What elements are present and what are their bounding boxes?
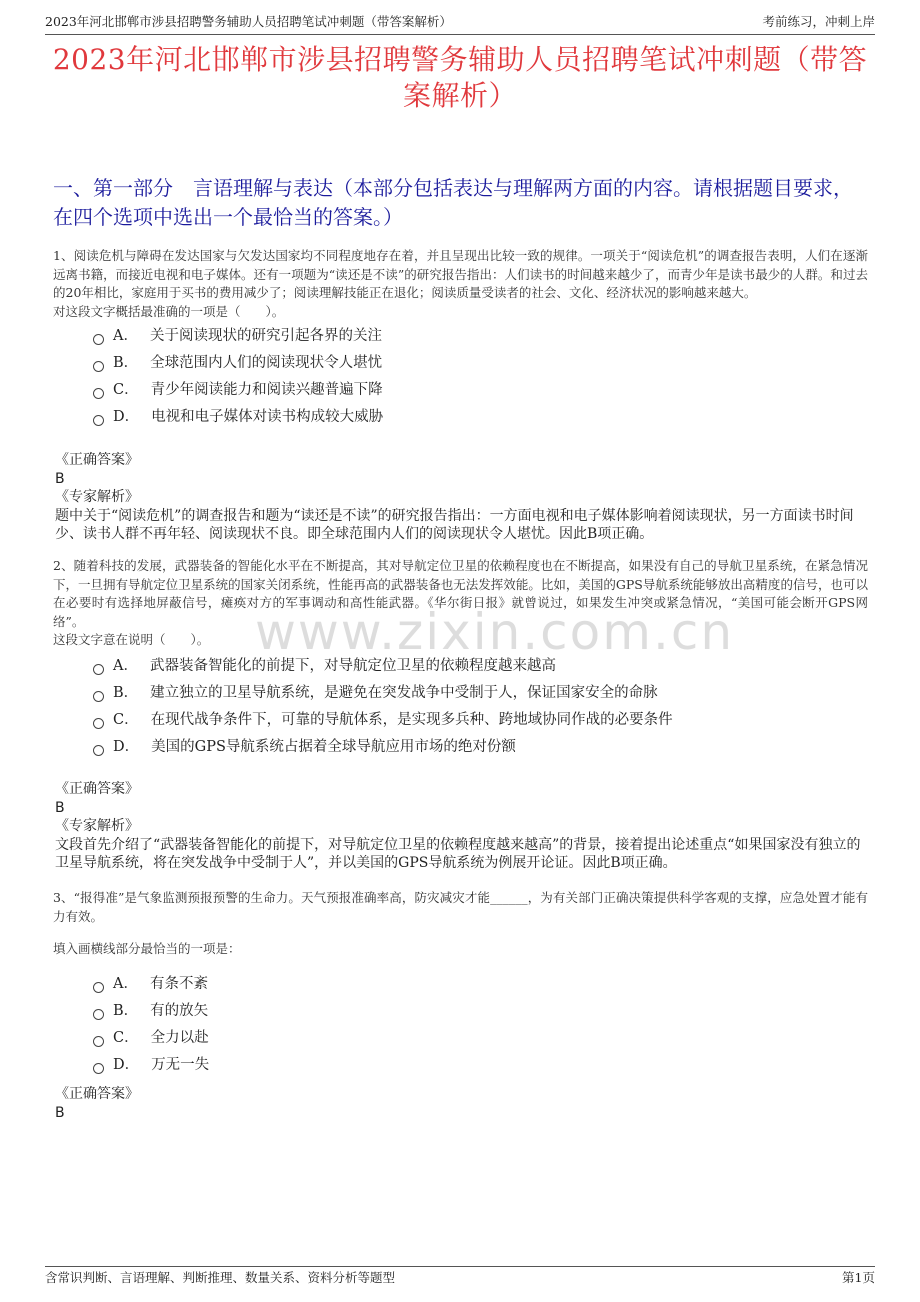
option-letter: C． (113, 1030, 139, 1046)
question-3-answer-block (55, 1085, 870, 1122)
section-heading: 一、第一部分 言语理解与表达（本部分包括表达与理解两方面的内容。请根据题目要求，在四个选项中选出一个最恰当的答案。） (53, 176, 853, 229)
question-3-text: 3、“报得准”是气象监测预报预警的生命力。天气预报准确率高，防灾减灾才能______，为有关部门正确决策提供科学客观的支撑，应急处置才能有力有效。 (53, 890, 868, 924)
option-letter: D． (113, 739, 140, 755)
option-text: 全力以赴 (150, 1030, 209, 1046)
question-2-text: 2、随着科技的发展，武器装备的智能化水平在不断提高，其对导航定位卫星的依赖程度也在不断提高，如果没有自己的导航卫星系统，在紧急情况下，一旦拥有导航定位卫星系统的国家关闭系统，性能再高的武器装备也无法发挥效能。比如，美国的GPS导航系统能够放出高精度的信号，也可以在必要时有选择地屏蔽信号，瘫痪对方的军事调动和高性能武器。《华尔街日报》就曾说过，如果发生冲突或紧急情况，“美国可能会断开GPS网络”。 (53, 558, 868, 629)
option-text: 建立独立的卫星导航系统，是避免在突发战争中受制于人，保证国家安全的命脉 (150, 685, 658, 701)
answer-label: 《正确答案》 (55, 452, 139, 468)
question-2-options (93, 653, 860, 761)
option-3-b[interactable] (93, 998, 860, 1025)
option-3-d[interactable] (93, 1052, 860, 1079)
page-number: 第1页 (842, 1270, 875, 1285)
option-text: 在现代战争条件下，可靠的导航体系，是实现多兵种、跨地域协同作战的必要条件 (150, 712, 673, 728)
option-text: 有条不紊 (149, 976, 208, 992)
option-text: 美国的GPS导航系统占据着全球导航应用市场的绝对份额 (151, 739, 516, 755)
radio-icon[interactable] (93, 334, 104, 345)
option-2-a[interactable] (93, 653, 860, 680)
option-3-a[interactable] (93, 971, 860, 998)
option-2-d[interactable] (93, 734, 860, 761)
option-2-b[interactable] (93, 680, 860, 707)
option-letter: C． (113, 712, 139, 728)
option-text: 武器装备智能化的前提下，对导航定位卫星的依赖程度越来越高 (149, 658, 556, 674)
page-header (45, 12, 875, 35)
option-letter: A． (113, 976, 138, 992)
question-1 (53, 247, 868, 321)
answer-label: 《正确答案》 (55, 781, 139, 797)
option-letter: A． (113, 658, 138, 674)
option-text: 全球范围内人们的阅读现状令人堪忧 (150, 355, 383, 371)
radio-icon[interactable] (93, 664, 104, 675)
option-text: 关于阅读现状的研究引起各界的关注 (149, 328, 382, 344)
option-text: 万无一失 (151, 1057, 210, 1073)
option-1-a[interactable] (93, 323, 860, 350)
option-letter: C． (113, 382, 139, 398)
page-footer (45, 1266, 875, 1289)
footer-note: 含常识判断、言语理解、判断推理、数量关系、资料分析等题型 (45, 1270, 396, 1285)
question-1-prompt: 对这段文字概括最准确的一项是（ ）。 (53, 303, 285, 319)
option-2-c[interactable] (93, 707, 860, 734)
option-letter: B． (113, 1003, 139, 1019)
option-1-d[interactable] (93, 404, 860, 431)
option-text: 青少年阅读能力和阅读兴趣普遍下降 (150, 382, 383, 398)
radio-icon[interactable] (93, 1063, 104, 1074)
option-letter: D． (113, 409, 140, 425)
radio-icon[interactable] (93, 982, 104, 993)
radio-icon[interactable] (93, 415, 104, 426)
option-text: 有的放矢 (150, 1003, 209, 1019)
radio-icon[interactable] (93, 745, 104, 756)
radio-icon[interactable] (93, 361, 104, 372)
question-3-options (93, 971, 860, 1079)
answer-label: 《正确答案》 (55, 1086, 139, 1102)
question-2-prompt: 这段文字意在说明（ ）。 (53, 632, 210, 647)
option-letter: B． (113, 355, 139, 371)
document-title: 2023年河北邯郸市涉县招聘警务辅助人员招聘笔试冲刺题（带答案解析） (52, 43, 868, 112)
option-letter: D． (113, 1057, 140, 1073)
analysis-text: 题中关于“阅读危机”的调查报告和题为“读还是不读”的研究报告指出：一方面电视和电子媒体影响着阅读现状，另一方面读书时间少、读书人群不再年轻、阅读现状不良。即全球范围内人们的阅读现状令人堪忧。因此B项正确。 (55, 507, 854, 542)
answer-value: B (55, 799, 65, 816)
radio-icon[interactable] (93, 718, 104, 729)
question-3 (53, 889, 868, 959)
answer-value: B (55, 470, 65, 487)
header-title: 2023年河北邯郸市涉县招聘警务辅助人员招聘笔试冲刺题（带答案解析） (45, 14, 452, 29)
watermark: www.zixin.com.cn (255, 603, 735, 661)
radio-icon[interactable] (93, 1009, 104, 1020)
question-2 (53, 557, 868, 650)
question-1-text: 1、阅读危机与障碍在发达国家与欠发达国家均不同程度地存在着，并且呈现出比较一致的规律。一项关于“阅读危机”的调查报告表明，人们在逐渐远离书籍，而接近电视和电子媒体。还有一项题为“读还是不读”的研究报告指出：人们读书的时间越来越少了，而青少年是读书最少的人群。和过去的20年相比，家庭用于买书的费用减少了；阅读理解技能正在退化；阅读质量受读者的社会、文化、经济状况的影响越来越大。 (53, 248, 868, 300)
option-letter: A． (113, 328, 138, 344)
header-slogan: 考前练习，冲刺上岸 (762, 14, 875, 29)
question-2-answer-block (55, 780, 870, 873)
analysis-text: 文段首先介绍了“武器装备智能化的前提下，对导航定位卫星的依赖程度越来越高”的背景，接着提出论述重点“如果国家没有独立的卫星导航系统，将在突发战争中受制于人”，并以美国的GPS导航系统为例展开论证。因此B项正确。 (55, 836, 861, 871)
option-letter: B． (113, 685, 139, 701)
radio-icon[interactable] (93, 388, 104, 399)
analysis-label: 《专家解析》 (55, 818, 139, 834)
question-3-prompt: 填入画横线部分最恰当的一项是： (53, 941, 241, 956)
analysis-label: 《专家解析》 (55, 489, 139, 505)
option-1-c[interactable] (93, 377, 860, 404)
answer-value: B (55, 1104, 65, 1121)
radio-icon[interactable] (93, 691, 104, 702)
option-3-c[interactable] (93, 1025, 860, 1052)
option-1-b[interactable] (93, 350, 860, 377)
option-text: 电视和电子媒体对读书构成较大威胁 (151, 409, 384, 425)
question-1-answer-block (55, 451, 870, 544)
radio-icon[interactable] (93, 1036, 104, 1047)
question-1-options (93, 323, 860, 431)
